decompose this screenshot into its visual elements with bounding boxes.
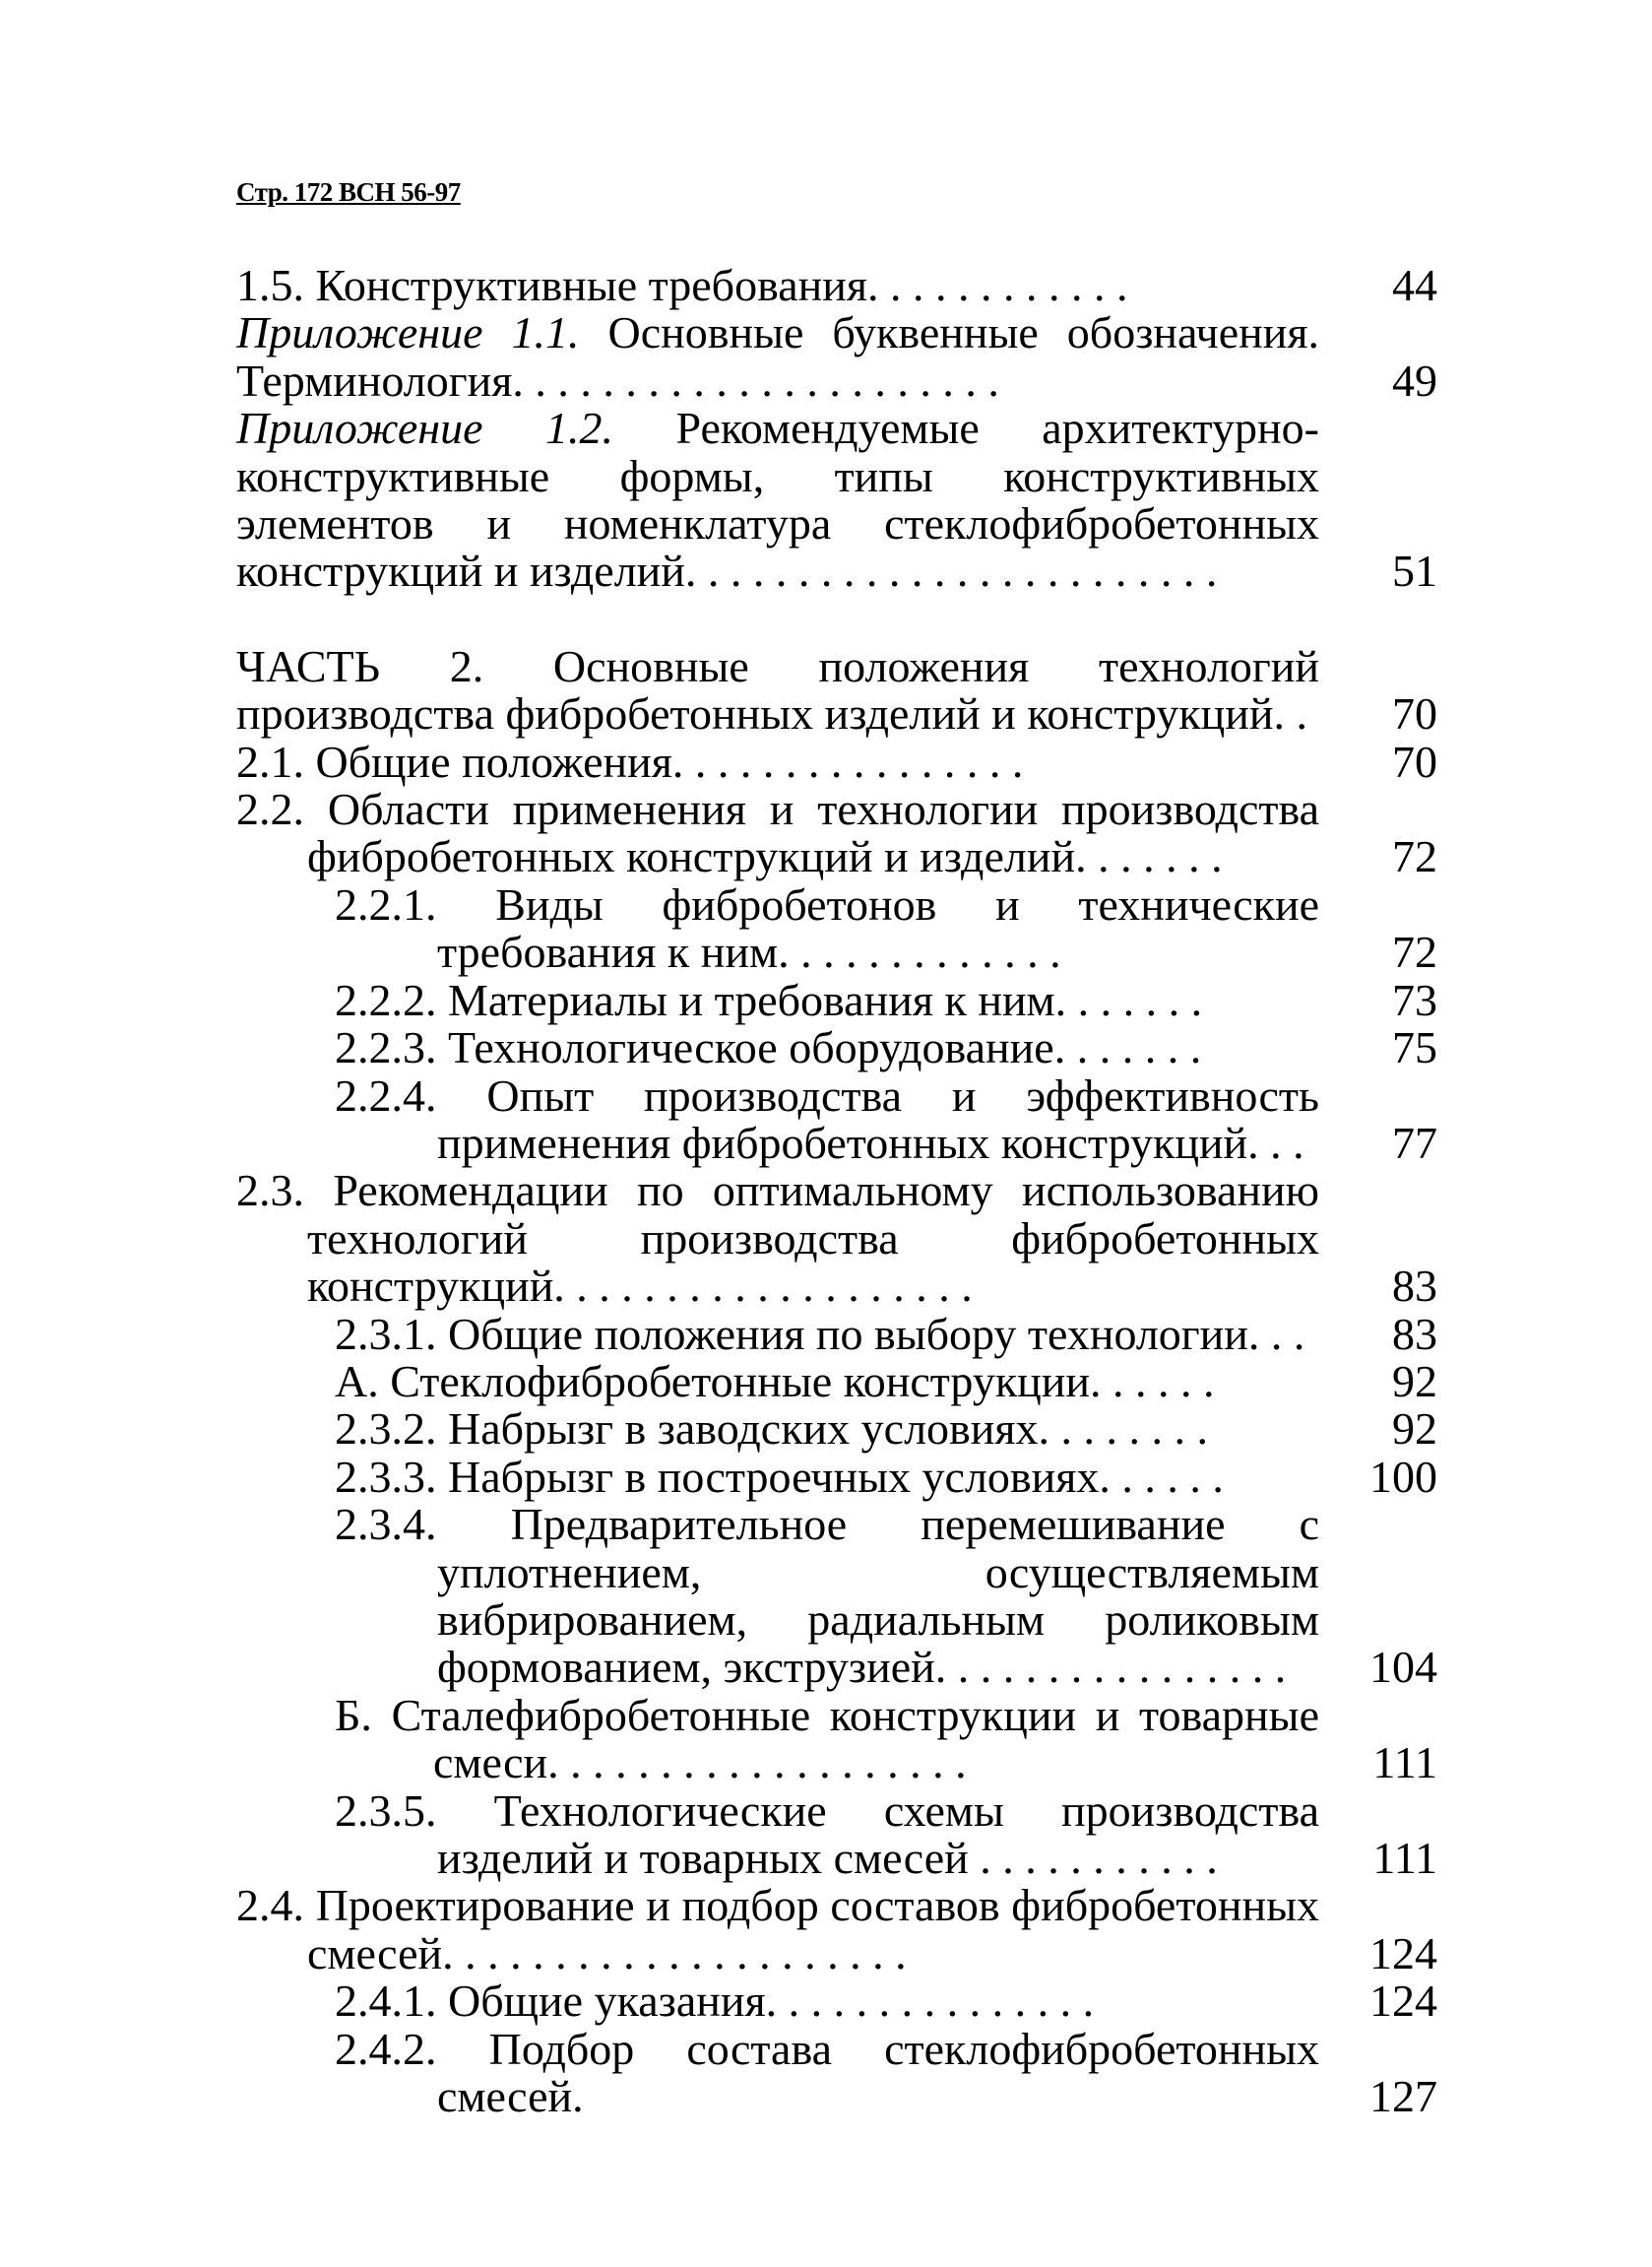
toc-entry-2-1[interactable] (236, 736, 1437, 787)
toc-entry-2-3-5[interactable] (335, 1784, 1437, 1883)
toc-entry-2-3-2[interactable] (335, 1405, 1437, 1453)
toc-page-number: 72 (1392, 927, 1437, 978)
toc-entry-text: Основные буквенные обозначения. Терминология. . . . . . . . . . . . . . . . . . . . . . (236, 307, 1319, 406)
toc-entry-2-3[interactable] (236, 1167, 1437, 1310)
toc-entry-title: 2.4.1. Общие указания. . . . . . . . . . . . . . . (335, 1976, 1095, 2027)
toc-entry-2-4[interactable] (236, 1882, 1437, 1977)
toc-entry-title: 2.4. Проектирование и подбор составов фибробетонных смесей. . . . . . . . . . . . . . . . . . . . . (236, 1880, 1319, 1978)
toc-entry-text: Рекомендуемые архитектурно-конструктивные формы, типы конструктивных элементов и номенклатура стеклофибробетонных конструкций и изделий. . . . . . . . . . . . . . . . . . . . . . . . (236, 403, 1319, 597)
toc-entry-title: 2.3.5. Технологические схемы производства изделий и товарных смесей . . . . . . . . . . . (335, 1784, 1319, 1883)
toc-entry-title: 2.4.2. Подбор состава стеклофибробетонных смесей. (335, 2023, 1319, 2122)
toc-entry-section-a[interactable] (335, 1355, 1437, 1406)
toc-entry-title: 2.2.2. Материалы и требования к ним. . . . . . . (335, 974, 1203, 1025)
toc-entry-title: ЧАСТЬ 2. Основные положения технологий производства фибробетонных изделий и конструкций. . (236, 640, 1319, 740)
toc-entry-title: 2.2.4. Опыт производства и эффективность применения фибробетонных конструкций. . . (335, 1069, 1319, 1168)
toc-entry-title: 2.2.1. Виды фибробетонов и технические требования к ним. . . . . . . . . . . . . (335, 878, 1319, 978)
toc-page-number: 124 (1369, 1927, 1437, 1978)
toc-entry-2-3-4[interactable] (335, 1501, 1437, 1692)
toc-entry-title: 2.3.1. Общие положения по выбору технологии. . . (335, 1308, 1305, 1359)
toc-entry-title: 2.1. Общие положения. . . . . . . . . . . . . . . . (236, 736, 1024, 787)
toc-page-number: 72 (1392, 831, 1437, 882)
toc-entry-2-3-1[interactable] (335, 1308, 1437, 1359)
toc-page-number: 111 (1372, 1737, 1437, 1788)
toc-page-number: 111 (1372, 1833, 1437, 1883)
toc-entry-2-4-2[interactable] (335, 2023, 1437, 2122)
toc-page-number: 49 (1392, 355, 1437, 406)
toc-entry-title (236, 405, 1319, 596)
toc-entry-2-2-4[interactable] (335, 1069, 1437, 1168)
appendix-label: Приложение 1.1. (236, 307, 580, 358)
toc-entry-title: 2.3.4. Предварительное перемешивание с уплотнением, осуществляемым вибрированием, радиальным роликовым формованием, экструзией. . . . . . . . . . . . . . . . (335, 1499, 1319, 1693)
toc-page-number: 124 (1369, 1976, 1437, 2027)
toc-page-number: 73 (1392, 974, 1437, 1025)
toc-entry-appendix-1-2[interactable] (236, 405, 1437, 596)
toc-entry-title: 2.3.3. Набрызг в построечных условиях. . . . . . (335, 1451, 1224, 1502)
toc-page-number: 70 (1392, 736, 1437, 787)
toc-entry-2-4-1[interactable] (335, 1977, 1437, 2025)
toc-page-number: 44 (1392, 260, 1437, 310)
toc-page-number: 77 (1392, 1117, 1437, 1168)
toc-page-number: 104 (1369, 1642, 1437, 1693)
toc-page-number: 83 (1392, 1308, 1437, 1359)
appendix-label: Приложение 1.2. (236, 403, 613, 454)
toc-entry-title: 2.2. Области применения и технологии производства фибробетонных конструкций и изделий. . . . . . . (236, 784, 1319, 882)
toc-entry-2-2[interactable] (236, 786, 1437, 881)
toc-page-number: 70 (1392, 688, 1437, 740)
toc-entry-title: 2.3. Рекомендации по оптимальному использованию технологий производства фибробетонных конструкций. . . . . . . . . . . . . . . . . . . (236, 1165, 1319, 1312)
running-header: Стр. 172 ВСН 56-97 (236, 177, 461, 207)
toc-page-number: 127 (1369, 2071, 1437, 2122)
toc-entry-2-3-3[interactable] (335, 1451, 1437, 1502)
toc-entry-2-2-1[interactable] (335, 878, 1437, 978)
toc-entry-title: А. Стеклофибробетонные конструкции. . . . . . (335, 1355, 1215, 1406)
toc-entry-title: 1.5. Конструктивные требования. . . . . . . . . . . . (236, 260, 1128, 310)
toc-entry-appendix-1-1[interactable] (236, 309, 1437, 405)
toc-entry-title: 2.3.2. Набрызг в заводских условиях. . . . . . . . (335, 1403, 1209, 1455)
table-of-contents (236, 262, 1437, 2120)
toc-entry-title: Б. Сталефибробетонные конструкции и товарные смеси. . . . . . . . . . . . . . . . . . . (335, 1689, 1319, 1788)
toc-page-number: 100 (1369, 1451, 1437, 1502)
toc-entry-section-b[interactable] (335, 1689, 1437, 1788)
toc-page-number: 83 (1392, 1261, 1437, 1312)
toc-entry-title: 2.2.3. Технологическое оборудование. . . . . . . (335, 1022, 1202, 1073)
toc-entry-2-2-2[interactable] (335, 974, 1437, 1025)
toc-page-number: 75 (1392, 1022, 1437, 1073)
toc-page-number: 92 (1392, 1403, 1437, 1455)
toc-entry-part-2[interactable] (236, 640, 1437, 740)
toc-entry-title (236, 309, 1319, 405)
toc-entry-1-5[interactable] (236, 262, 1437, 309)
toc-page-number: 92 (1392, 1355, 1437, 1406)
toc-entry-2-2-3[interactable] (335, 1024, 1437, 1071)
toc-page-number: 51 (1392, 546, 1437, 597)
